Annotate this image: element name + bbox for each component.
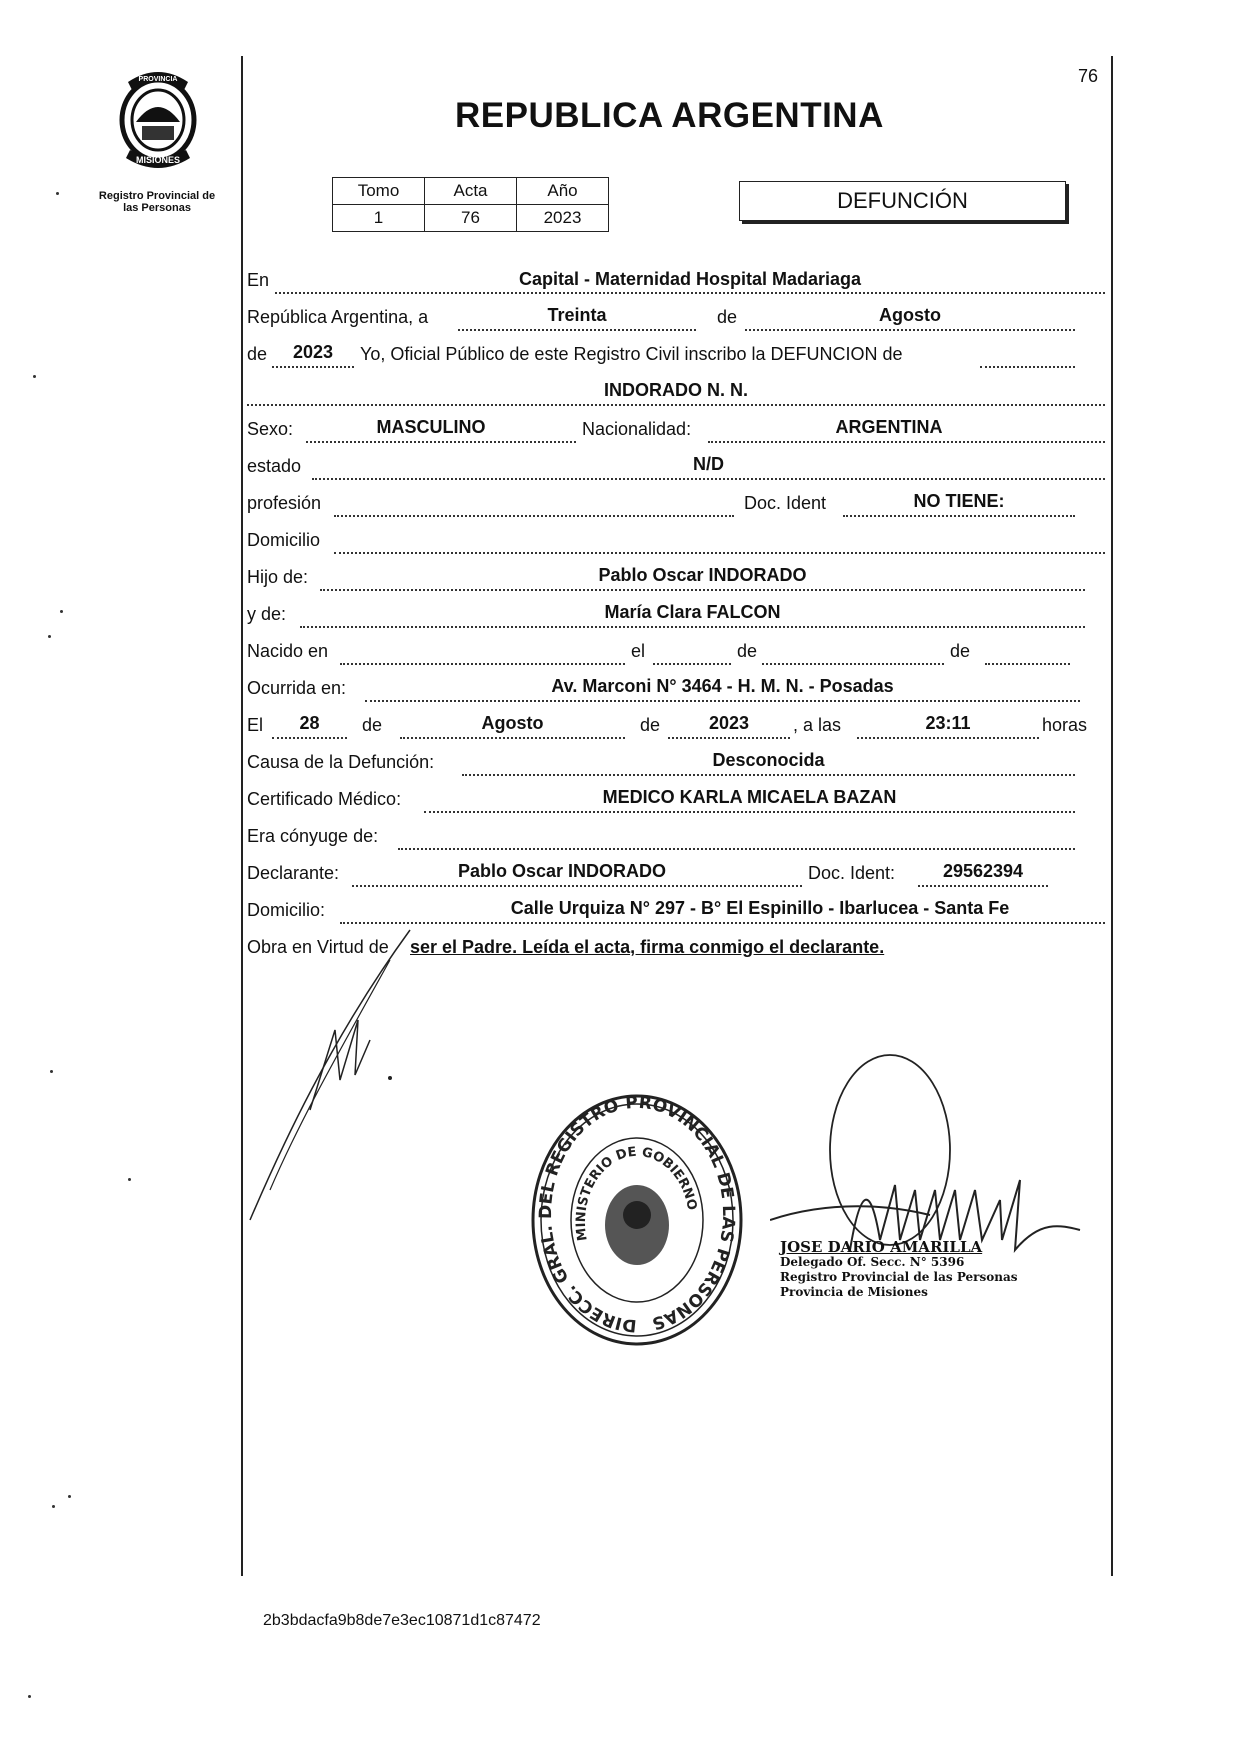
logo-bottom-text: MISIONES xyxy=(135,155,181,165)
acta-header: Acta xyxy=(425,178,517,205)
ocurrida-label: Ocurrida en: xyxy=(247,678,347,698)
y-de-label: y de: xyxy=(247,604,287,624)
nacido-label: Nacido en xyxy=(247,641,329,661)
sexo-label: Sexo: xyxy=(247,419,294,439)
estado-label: estado xyxy=(247,456,302,476)
dotted-line xyxy=(272,366,354,368)
record-reference-table xyxy=(332,177,609,232)
registry-caption xyxy=(82,190,232,214)
mother-value: María Clara FALCON xyxy=(604,602,781,622)
page-title: REPUBLICA ARGENTINA xyxy=(455,96,884,135)
de-label-4: de xyxy=(362,715,383,735)
dotted-line xyxy=(398,848,1075,850)
registry-caption-line-2: las Personas xyxy=(123,202,191,214)
inscribo-text: Yo, Oficial Público de este Registro Civil inscribo la DEFUNCION de xyxy=(360,344,903,364)
registry-caption-line-1: Registro Provincial de xyxy=(98,190,216,202)
stamp-inner-text: MINISTERIO DE GOBIERNO xyxy=(573,1144,700,1242)
dotted-line xyxy=(668,737,790,739)
death-year-value: 2023 xyxy=(708,713,750,733)
dotted-line xyxy=(857,737,1039,739)
dotted-line xyxy=(300,626,1085,628)
causa-value: Desconocida xyxy=(712,750,825,770)
dotted-line xyxy=(334,515,734,517)
estado-value: N/D xyxy=(693,454,724,474)
dotted-line xyxy=(352,885,802,887)
dotted-line xyxy=(340,663,625,665)
tomo-header: Tomo xyxy=(333,178,425,205)
month-value: Agosto xyxy=(879,305,941,325)
father-value: Pablo Oscar INDORADO xyxy=(598,565,807,585)
obra-value: ser el Padre. Leída el acta, firma conmigo el declarante. xyxy=(410,937,885,957)
official-role: Delegado Of. Secc. N° 5396 xyxy=(780,1255,965,1269)
de-label-2: de xyxy=(737,641,758,661)
dotted-line xyxy=(985,663,1070,665)
stamp-outer-text: DIRECC. GRAL. DEL REGISTRO PROVINCIAL DE LAS PERSONAS xyxy=(535,1092,739,1336)
official-province: Provincia de Misiones xyxy=(780,1285,928,1299)
de-label: de xyxy=(717,307,738,327)
day-word-value: Treinta xyxy=(547,305,607,325)
record-type-box: DEFUNCIÓN xyxy=(739,181,1066,221)
domicilio-label-2: Domicilio: xyxy=(247,900,326,920)
doc-ident-label-2: Doc. Ident: xyxy=(808,863,896,883)
nacionalidad-label: Nacionalidad: xyxy=(582,419,692,439)
dotted-line xyxy=(918,885,1048,887)
dotted-line xyxy=(334,552,1105,554)
sexo-value: MASCULINO xyxy=(376,417,486,437)
official-name: JOSE DARIO AMARILLA xyxy=(780,1238,983,1256)
domicilio-value-2: Calle Urquiza N° 297 - B° El Espinillo - Ibarlucea - Santa Fe xyxy=(510,898,1010,918)
el-label: el xyxy=(631,641,646,661)
doc-ident-value-2: 29562394 xyxy=(942,861,1024,881)
death-month-value: Agosto xyxy=(481,713,544,733)
dotted-line xyxy=(306,441,576,443)
hijo-label: Hijo de: xyxy=(247,567,309,587)
dotted-line xyxy=(400,737,625,739)
dotted-line xyxy=(365,700,1080,702)
anio-header: Año xyxy=(517,178,609,205)
declarante-value: Pablo Oscar INDORADO xyxy=(457,861,667,881)
doc-ident-value: NO TIENE: xyxy=(913,491,1005,511)
dotted-line xyxy=(708,441,1105,443)
certificado-value: MEDICO KARLA MICAELA BAZAN xyxy=(602,787,897,807)
death-time-value: 23:11 xyxy=(925,713,971,733)
left-margin-line xyxy=(241,56,243,1576)
dotted-line xyxy=(458,329,696,331)
dotted-line xyxy=(653,663,731,665)
dotted-line xyxy=(247,404,1105,406)
official-signature-block xyxy=(780,1240,1018,1300)
de-label-3: de xyxy=(950,641,971,661)
dotted-line xyxy=(762,663,944,665)
deceased-name-value: INDORADO N. N. xyxy=(604,380,748,400)
en-label: En xyxy=(247,270,270,290)
declarant-signature xyxy=(240,900,420,1240)
dotted-line xyxy=(320,589,1085,591)
profesion-label: profesión xyxy=(247,493,322,513)
year-value: 2023 xyxy=(292,342,334,362)
de-label-5: de xyxy=(640,715,661,735)
doc-ident-label: Doc. Ident xyxy=(744,493,827,513)
dotted-line xyxy=(462,774,1075,776)
right-margin-line xyxy=(1111,56,1113,1576)
dotted-line xyxy=(312,478,1105,480)
nacionalidad-value: ARGENTINA xyxy=(835,417,943,437)
acta-value: 76 xyxy=(425,205,517,232)
logo-top-text: PROVINCIA xyxy=(138,76,178,83)
document-hash: 2b3bdacfa9b8de7e3ec10871d1c87472 xyxy=(263,1612,541,1629)
ocurrida-value: Av. Marconi N° 3464 - H. M. N. - Posadas xyxy=(551,676,894,696)
de-year-label: de xyxy=(247,344,268,364)
official-seal-stamp xyxy=(527,1090,747,1350)
death-day-value: 28 xyxy=(299,713,320,733)
dotted-line xyxy=(424,811,1075,813)
dotted-line xyxy=(275,292,1105,294)
dotted-line xyxy=(980,366,1075,368)
place-value: Capital - Maternidad Hospital Madariaga xyxy=(518,269,862,289)
causa-label: Causa de la Defunción: xyxy=(247,752,435,772)
domicilio-label: Domicilio xyxy=(247,530,321,550)
obra-label: Obra en Virtud de xyxy=(247,937,389,957)
republica-label: República Argentina, a xyxy=(247,307,429,327)
horas-label: horas xyxy=(1042,715,1088,735)
province-coat-of-arms-logo xyxy=(108,62,208,178)
conyuge-label: Era cónyuge de: xyxy=(247,826,379,846)
dotted-line xyxy=(745,329,1075,331)
dotted-line xyxy=(843,515,1075,517)
dotted-line xyxy=(340,922,1105,924)
tomo-value: 1 xyxy=(333,205,425,232)
page-number: 76 xyxy=(1078,66,1099,86)
certificado-label: Certificado Médico: xyxy=(247,789,402,809)
a-las-label: , a las xyxy=(793,715,842,735)
dotted-line xyxy=(272,737,347,739)
el-label-2: El xyxy=(247,715,264,735)
official-office: Registro Provincial de las Personas xyxy=(780,1270,1018,1284)
declarante-label: Declarante: xyxy=(247,863,340,883)
anio-value: 2023 xyxy=(517,205,609,232)
